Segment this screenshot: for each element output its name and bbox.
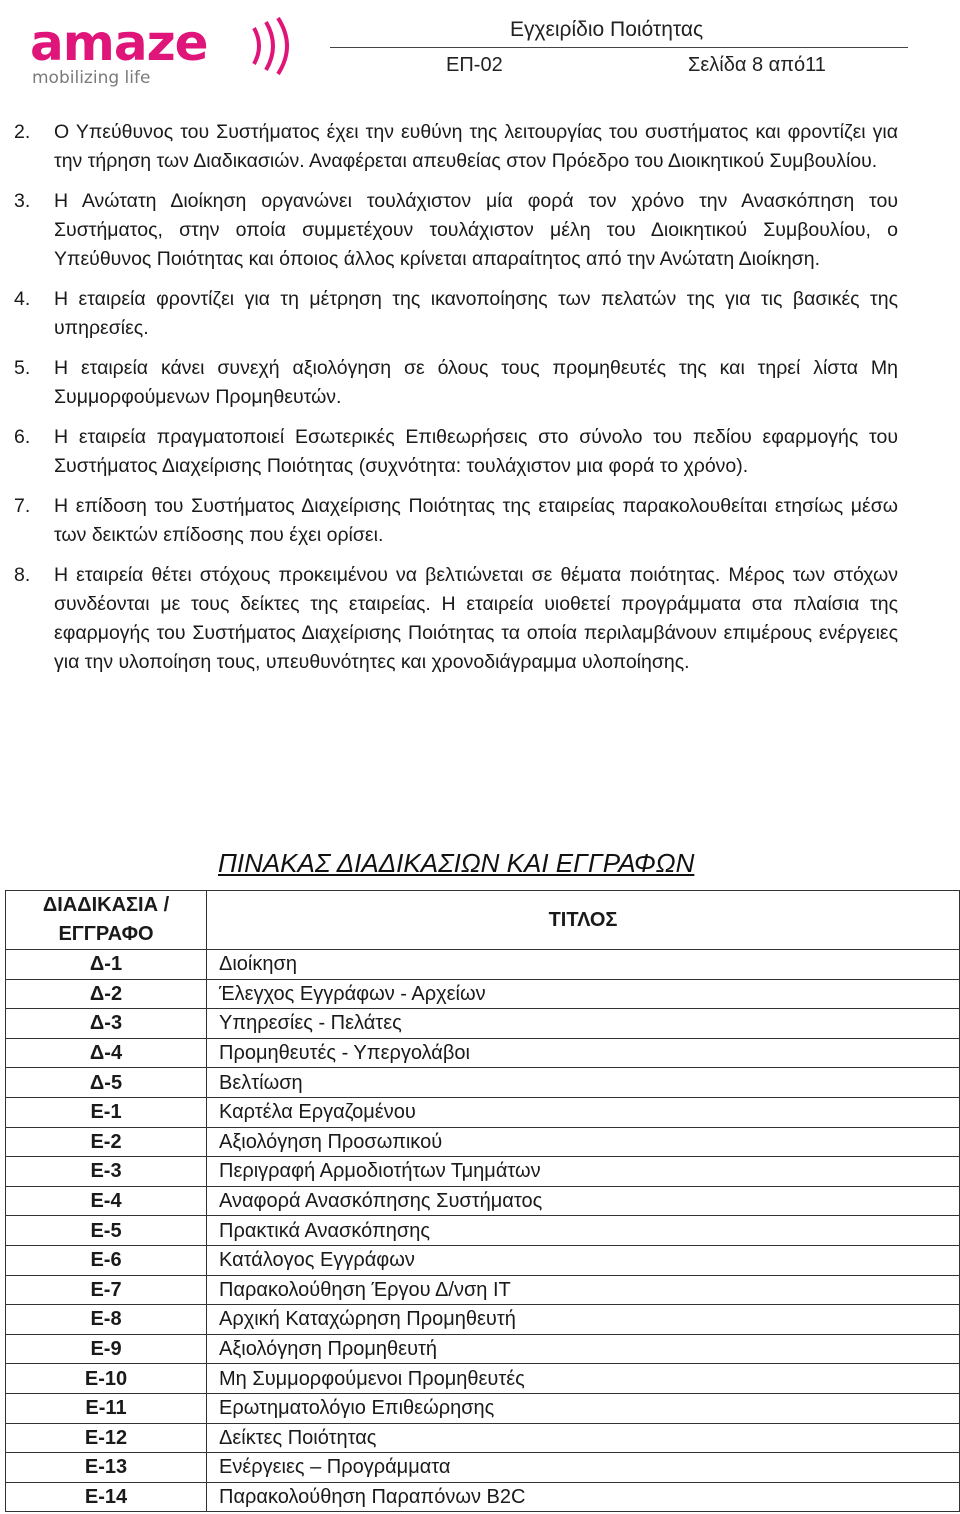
cell-title: Αξιολόγηση Προσωπικού	[207, 1127, 960, 1157]
table-row	[6, 1245, 960, 1275]
cell-code: Δ-2	[6, 979, 207, 1009]
table-title	[218, 848, 694, 879]
cell-title: Βελτίωση	[207, 1068, 960, 1098]
document-title: Εγχειρίδιο Ποιότητας	[510, 18, 704, 41]
list-number: 7.	[14, 495, 31, 517]
cell-code: Ε-6	[6, 1245, 207, 1275]
cell-code: Ε-7	[6, 1275, 207, 1305]
cell-title: Έλεγχος Εγγράφων - Αρχείων	[207, 979, 960, 1009]
cell-title: Αξιολόγηση Προμηθευτή	[207, 1334, 960, 1364]
cell-title: Μη Συμμορφούμενοι Προμηθευτές	[207, 1364, 960, 1394]
list-item	[14, 354, 898, 412]
cell-code: Ε-11	[6, 1393, 207, 1423]
column-header-title: ΤΙΤΛΟΣ	[207, 891, 960, 950]
cell-title: Κατάλογος Εγγράφων	[207, 1245, 960, 1275]
list-number: 5.	[14, 357, 31, 379]
cell-title: Υπηρεσίες - Πελάτες	[207, 1009, 960, 1039]
cell-code: Ε-3	[6, 1157, 207, 1187]
cell-title: Παρακολούθηση Παραπόνων B2C	[207, 1482, 960, 1512]
cell-code: Ε-2	[6, 1127, 207, 1157]
table-row	[6, 1275, 960, 1305]
list-text: Η εταιρεία πραγματοποιεί Εσωτερικές Επιθεωρήσεις στο σύνολο του πεδίου εφαρμογής του Συστήματος Διαχείρισης Ποιότητας (συχνότητα: τουλάχιστον μια φορά το χρόνο).	[54, 426, 898, 477]
cell-code: Ε-5	[6, 1216, 207, 1246]
list-item	[14, 423, 898, 481]
cell-code: Ε-9	[6, 1334, 207, 1364]
cell-code: Δ-1	[6, 950, 207, 980]
table-row	[6, 1423, 960, 1453]
list-number: 8.	[14, 564, 31, 586]
list-item	[14, 285, 898, 343]
cell-title: Διοίκηση	[207, 950, 960, 980]
cell-title: Παρακολούθηση Έργου Δ/νση IT	[207, 1275, 960, 1305]
company-logo	[28, 12, 318, 88]
list-text: Η εταιρεία θέτει στόχους προκειμένου να βελτιώνεται σε θέματα ποιότητας. Μέρος των στόχων συνδέονται με τους δείκτες της εταιρείας. Η εταιρεία υιοθετεί προγράμματα στα πλαίσια της εφαρμογής του Συστήματος Διαχείρισης Ποιότητας τα οποία περιλαμβάνουν επιμέρους ενέργειες για την υλοποίηση τους, υπευθυνότητες και χρονοδιάγραμμα υλοποίησης.	[54, 564, 898, 673]
procedures-table	[5, 890, 960, 1512]
table-row	[6, 1127, 960, 1157]
cell-title: Περιγραφή Αρμοδιοτήτων Τμημάτων	[207, 1157, 960, 1187]
cell-title: Καρτέλα Εργαζομένου	[207, 1097, 960, 1127]
page-number: Σελίδα 8 από11	[688, 54, 826, 76]
table-row	[6, 950, 960, 980]
list-item	[14, 561, 898, 677]
column-header-code: ΔΙΑΔΙΚΑΣΙΑ / ΕΓΓΡΑΦΟ	[6, 891, 207, 950]
cell-title: Ερωτηματολόγιο Επιθεώρησης	[207, 1393, 960, 1423]
table-row	[6, 1482, 960, 1512]
signal-waves-icon	[248, 16, 318, 76]
cell-code: Δ-4	[6, 1038, 207, 1068]
cell-code: Ε-12	[6, 1423, 207, 1453]
document-code: ΕΠ-02	[446, 54, 503, 76]
list-number: 6.	[14, 426, 31, 448]
logo-brand: amaze	[30, 14, 208, 72]
table-row	[6, 1038, 960, 1068]
cell-code: Δ-5	[6, 1068, 207, 1098]
table-row	[6, 1453, 960, 1483]
cell-code: Δ-3	[6, 1009, 207, 1039]
table-row	[6, 1334, 960, 1364]
cell-code: Ε-14	[6, 1482, 207, 1512]
cell-title: Δείκτες Ποιότητας	[207, 1423, 960, 1453]
table-title-text: ΠΙΝΑΚΑΣ ΔΙΑΔΙΚΑΣΙΩΝ ΚΑΙ ΕΓΓΡΑΦΩΝ	[218, 848, 695, 878]
list-number: 4.	[14, 288, 31, 310]
table-row	[6, 1305, 960, 1335]
cell-title: Αρχική Καταχώρηση Προμηθευτή	[207, 1305, 960, 1335]
table-row	[6, 979, 960, 1009]
header-divider	[330, 47, 908, 48]
list-number: 2.	[14, 121, 31, 143]
list-number: 3.	[14, 190, 31, 212]
cell-code: Ε-4	[6, 1186, 207, 1216]
table-row	[6, 1157, 960, 1187]
cell-code: Ε-8	[6, 1305, 207, 1335]
list-item	[14, 492, 898, 550]
list-item	[14, 118, 898, 176]
logo-tagline: mobilizing life	[32, 68, 151, 88]
cell-title: Πρακτικά Ανασκόπησης	[207, 1216, 960, 1246]
table-row	[6, 1393, 960, 1423]
cell-title: Αναφορά Ανασκόπησης Συστήματος	[207, 1186, 960, 1216]
list-text: Η εταιρεία φροντίζει για τη μέτρηση της ικανοποίησης των πελατών της για τις βασικές της υπηρεσίες.	[54, 288, 898, 339]
cell-code: Ε-1	[6, 1097, 207, 1127]
table-row	[6, 1009, 960, 1039]
list-text: Η επίδοση του Συστήματος Διαχείρισης Ποιότητας της εταιρείας παρακολουθείται ετησίως μέσω των δεικτών επίδοσης που έχει ορίσει.	[54, 495, 898, 546]
table-header-row	[6, 891, 960, 950]
list-item	[14, 187, 898, 274]
list-text: Η εταιρεία κάνει συνεχή αξιολόγηση σε όλους τους προμηθευτές της και τηρεί λίστα Μη Συμμορφούμενων Προμηθευτών.	[54, 357, 898, 408]
list-text: Ο Υπεύθυνος του Συστήματος έχει την ευθύνη της λειτουργίας του συστήματος και φροντίζει για την τήρηση των Διαδικασιών. Αναφέρεται απευθείας στον Πρόεδρο του Διοικητικού Συμβουλίου.	[54, 121, 898, 172]
numbered-list	[14, 118, 898, 688]
table-row	[6, 1364, 960, 1394]
table-row	[6, 1186, 960, 1216]
cell-title: Ενέργειες – Προγράμματα	[207, 1453, 960, 1483]
table-row	[6, 1216, 960, 1246]
cell-code: Ε-13	[6, 1453, 207, 1483]
cell-code: Ε-10	[6, 1364, 207, 1394]
table-row	[6, 1068, 960, 1098]
table-row	[6, 1097, 960, 1127]
list-text: Η Ανώτατη Διοίκηση οργανώνει τουλάχιστον μία φορά τον χρόνο την Ανασκόπηση του Συστήματος, στην οποία συμμετέχουν τουλάχιστον μέλη του Διοικητικού Συμβουλίου, ο Υπεύθυνος Ποιότητας και όποιος άλλος κρίνεται απαραίτητος από την Ανώτατη Διοίκηση.	[54, 190, 898, 270]
cell-title: Προμηθευτές - Υπεργολάβοι	[207, 1038, 960, 1068]
